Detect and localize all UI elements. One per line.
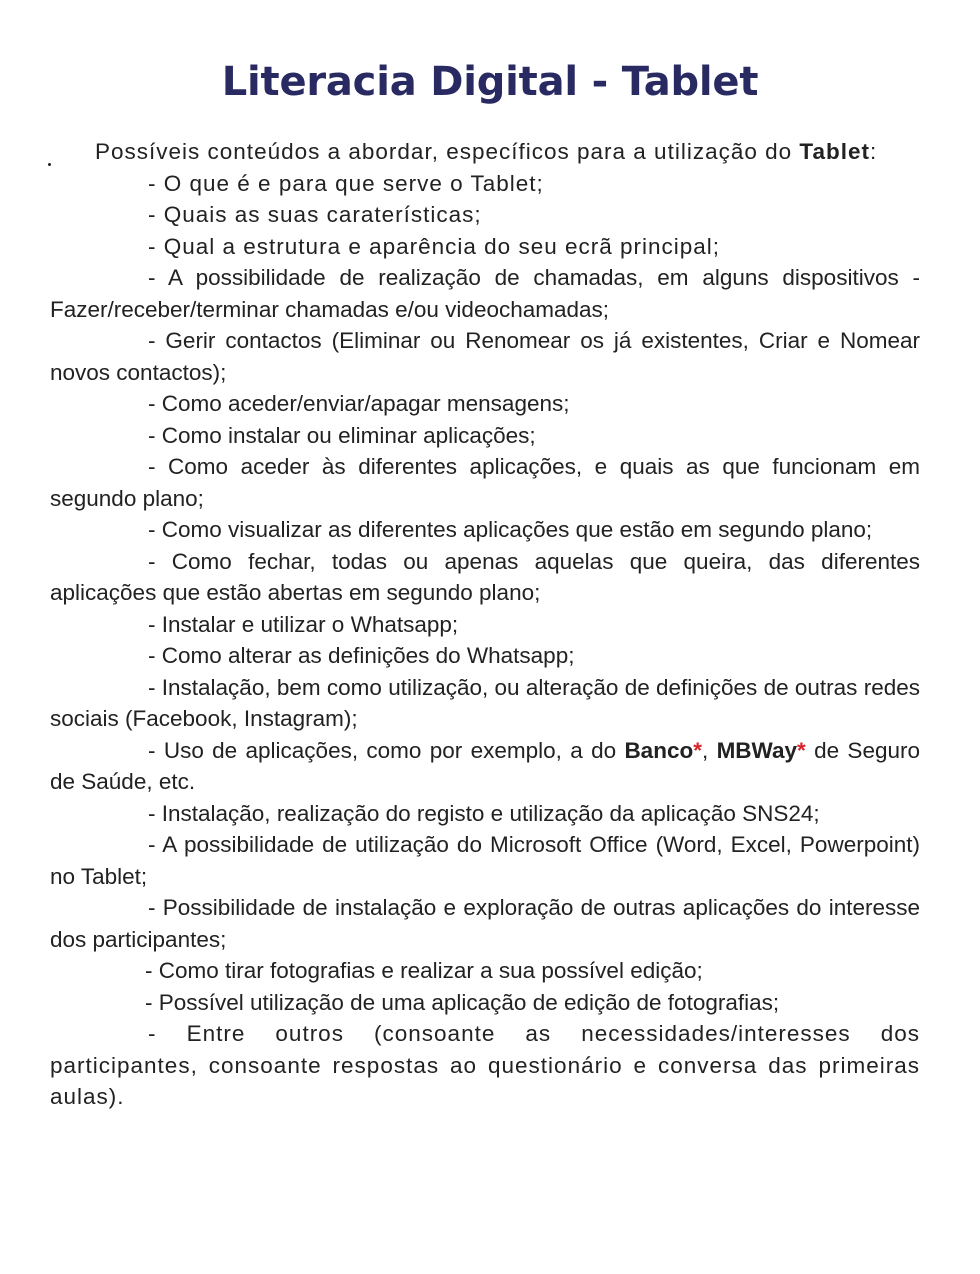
list-item: - Quais as suas caraterísticas;	[148, 202, 482, 227]
list-item: - Possibilidade de instalação e exploração de outras aplicações do interesse dos participantes;	[50, 895, 920, 952]
list-item: - Instalação, bem como utilização, ou alteração de definições de outras redes sociais (Facebook, Instagram);	[50, 674, 920, 731]
intro-text: Possíveis conteúdos a abordar, específicos para a utilização do	[95, 139, 800, 164]
intro-paragraph	[50, 136, 920, 168]
list-item: - Possível utilização de uma aplicação de edição de fotografias;	[145, 989, 780, 1015]
bank-item-sep: ,	[701, 737, 717, 763]
list-item: - Gerir contactos (Eliminar ou Renomear os já existentes, Criar e Nomear novos contactos);	[50, 328, 920, 385]
intro-bold-tablet: Tablet	[799, 139, 870, 164]
intro-colon: :	[869, 139, 878, 164]
list-item: - O que é e para que serve o Tablet;	[148, 170, 544, 196]
bank-item-banco: Banco	[624, 737, 694, 763]
bank-item-before: - Uso de aplicações, como por exemplo, a do	[148, 737, 625, 763]
list-item: - Como aceder/enviar/apagar mensagens;	[148, 391, 570, 416]
list-item: - Como instalar ou eliminar aplicações;	[148, 422, 536, 448]
list-item: - Como tirar fotografias e realizar a sua possível edição;	[145, 958, 703, 983]
list-item: - Instalação, realização do registo e utilização da aplicação SNS24;	[148, 800, 820, 826]
list-item: - Qual a estrutura e aparência do seu ecrã principal;	[148, 233, 721, 259]
list-item: - Como alterar as definições do Whatsapp;	[148, 643, 575, 668]
list-item: - Instalar e utilizar o Whatsapp;	[148, 611, 459, 637]
bank-item-mbway: MBWay	[716, 737, 797, 763]
list-item: - Como aceder às diferentes aplicações, e quais as que funcionam em segundo plano;	[50, 454, 920, 511]
list-item: - Entre outros (consoante as necessidades/interesses dos participantes, consoante respostas ao questionário e conversa das primeiras aulas).	[50, 1021, 920, 1109]
list-item: - Como fechar, todas ou apenas aquelas que queira, das diferentes aplicações que estão abertas em segundo plano;	[50, 548, 920, 605]
page-title: Literacia Digital - Tablet	[221, 59, 759, 105]
list-item: - A possibilidade de realização de chamadas, em alguns dispositivos - Fazer/receber/terminar chamadas e/ou videochamadas;	[50, 265, 920, 322]
asterisk-1: *	[693, 737, 702, 763]
list-item-bank	[50, 735, 920, 798]
bank-item-after: de Seguro de Saúde, etc.	[50, 737, 920, 794]
asterisk-2: *	[796, 737, 806, 763]
list-item: - Como visualizar as diferentes aplicações que estão em segundo plano;	[148, 517, 873, 542]
document-body	[50, 136, 920, 1113]
list-item: - A possibilidade de utilização do Microsoft Office (Word, Excel, Powerpoint) no Tablet;	[50, 832, 920, 889]
